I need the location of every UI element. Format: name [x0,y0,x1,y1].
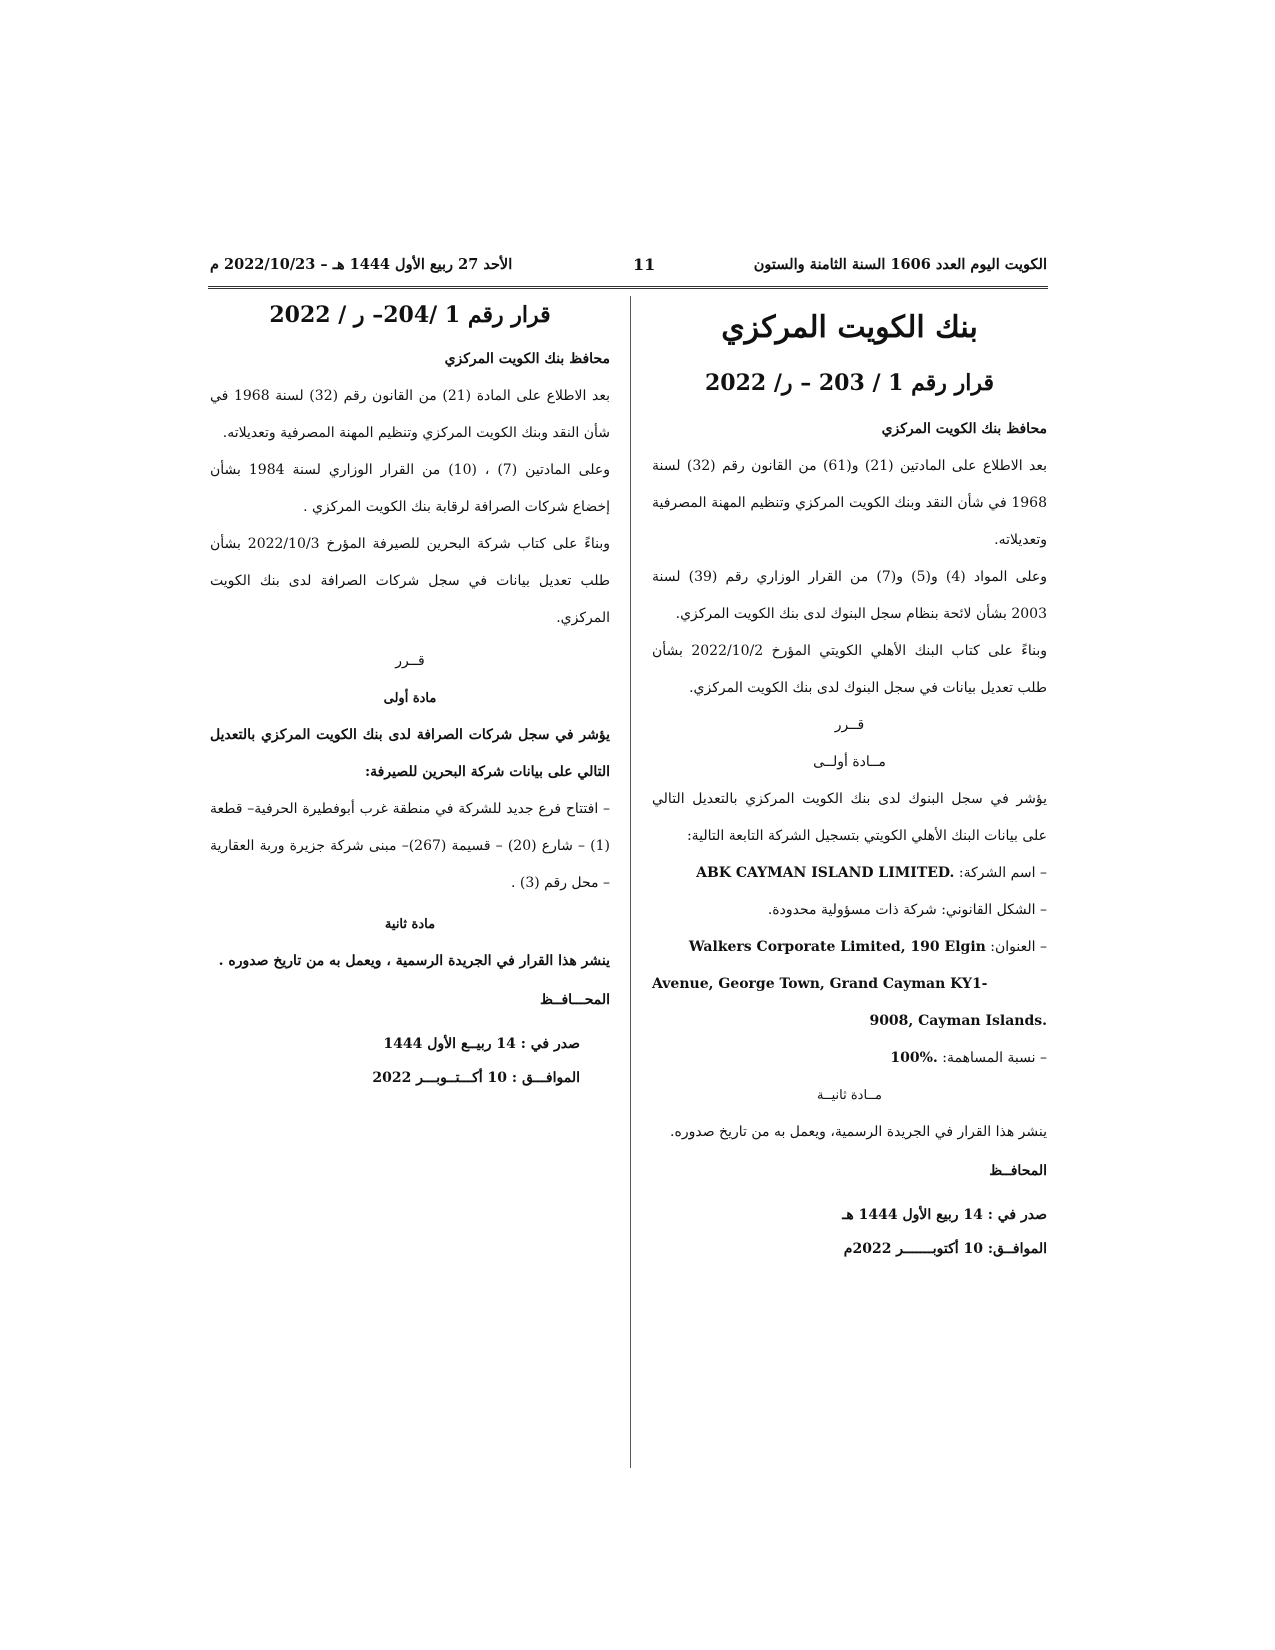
decision-204-column [210,297,610,1095]
bank-title: بنك الكويت المركزي [721,310,978,345]
decision-204-paragraph-2: وعلى المادتين (7) ، (10) من القرار الوزاري لسنة 1984 بشأن إخضاع شركات الصرافة لرقابة بنك الكويت المركزي . [210,462,610,515]
decision-203-article-2-text: ينشر هذا القرار في الجريدة الرسمية، ويعمل به من تاريخ صدوره. [670,1124,1047,1140]
company-name-label: – اسم الشركة: [958,865,1047,881]
decision-204-article-1-text: يؤشر في سجل شركات الصرافة لدى بنك الكويت المركزي بالتعديل التالي على بيانات شركة البحرين للصيرفة: [210,727,610,780]
header-issue-info: الكويت اليوم العدد 1606 السنة الثامنة والستون [753,256,1047,273]
address-line-2: Avenue, George Town, Grand Cayman KY1- [652,976,988,992]
decision-203-article-1-title: مــادة أولــى [813,754,886,770]
decision-203-share [652,1040,1047,1077]
header-date: الأحد 27 ربيع الأول 1444 هـ – 2022/10/23 م [210,256,513,273]
share-value: 100%. [890,1050,938,1066]
address-label: – العنوان: [990,939,1047,955]
decision-204-article-2-title: مادة ثانية [384,917,436,932]
decision-203-title: قرار رقم 1 / 203 – ر/ 2022 [705,370,994,396]
decision-203-issued-block [652,1198,1047,1266]
decision-203-governor: محافظ بنك الكويت المركزي [881,421,1047,437]
decision-203-paragraph-2: وعلى المواد (4) و(5) و(7) من القرار الوزاري رقم (39) لسنة 2003 بشأن لائحة بنظام سجل البنوك لدى بنك الكويت المركزي. [652,569,1048,622]
decision-203-legal-form: – الشكل القانوني: شركة ذات مسؤولية محدودة. [767,902,1047,918]
decision-204-article-2-text: ينشر هذا القرار في الجريدة الرسمية ، ويعمل به من تاريخ صدوره . [218,953,610,969]
decision-203-address-cont [652,966,1047,1040]
decision-204-title: قرار رقم 1 /204– ر / 2022 [269,302,551,328]
decision-204-issued: صدر في : 14 ربيــع الأول 1444 [383,1036,580,1052]
header-rule [208,286,1048,289]
decision-204-decided: قــرر [395,653,425,669]
decision-204-paragraph-1: بعد الاطلاع على المادة (21) من القانون رقم (32) لسنة 1968 في شأن النقد وبنك الكويت المركزي وتنظيم المهنة المصرفية وتعديلاته. [210,388,610,441]
decision-203-paragraph-3: وبناءً على كتاب البنك الأهلي الكويتي المؤرخ 2022/10/2 بشأن طلب تعديل بيانات في سجل البنوك لدى بنك الكويت المركزي. [652,643,1047,696]
decision-203-corresponding: الموافــق: 10 أكتوبـــــــر 2022م [843,1241,1047,1257]
decision-203-address [652,929,1047,966]
decision-203-company-name [652,855,1047,892]
decision-204-bullet: – افتتاح فرع جديد للشركة في منطقة غرب أبوفطيرة الحرفية– قطعة (1) – شارع (20) – قسيمة (267)– مبنى شركة جزيرة وربة العقارية – محل رقم (3) . [210,801,610,891]
decision-203-column [652,297,1047,1266]
decision-203-paragraph-1: بعد الاطلاع على المادتين (21) و(61) من القانون رقم (32) لسنة 1968 في شأن النقد وبنك الكويت المركزي وتنظيم المهنة المصرفية وتعديلاته. [652,458,1047,548]
decision-204-governor: محافظ بنك الكويت المركزي [444,351,610,367]
decision-203-issued: صدر في : 14 ربيع الأول 1444 هـ [842,1207,1047,1223]
decision-203-article-2-title: مــادة ثانيــة [817,1088,882,1103]
decision-203-decided: قــرر [834,717,865,733]
decision-204-issued-block [210,1027,610,1095]
decision-204-corresponding: الموافـــق : 10 أكـــتــوبـــر 2022 [372,1070,580,1086]
share-label: – نسبة المساهمة: [942,1050,1047,1066]
decision-204-signature: المحـــافــظ [539,992,610,1008]
company-name-value: ABK CAYMAN ISLAND LIMITED. [696,865,955,881]
decision-203-signature: المحافــظ [989,1163,1047,1179]
header-page-number: 11 [633,255,656,274]
column-divider [630,296,631,1468]
decision-204-paragraph-3: وبناءً على كتاب شركة البحرين للصيرفة المؤرخ 2022/10/3 بشأن طلب تعديل بيانات في سجل شركات الصرافة لدى بنك الكويت المركزي. [210,536,610,626]
page-header [210,256,1047,282]
address-line-1: Walkers Corporate Limited, 190 Elgin [688,939,986,955]
decision-204-article-1-title: مادة أولى [383,691,437,706]
decision-203-article-1-text: يؤشر في سجل البنوك لدى بنك الكويت المركزي بالتعديل التالي على بيانات البنك الأهلي الكويتي بتسجيل الشركة التابعة التالية: [652,791,1047,844]
address-line-3: 9008, Cayman Islands. [869,1013,1047,1029]
